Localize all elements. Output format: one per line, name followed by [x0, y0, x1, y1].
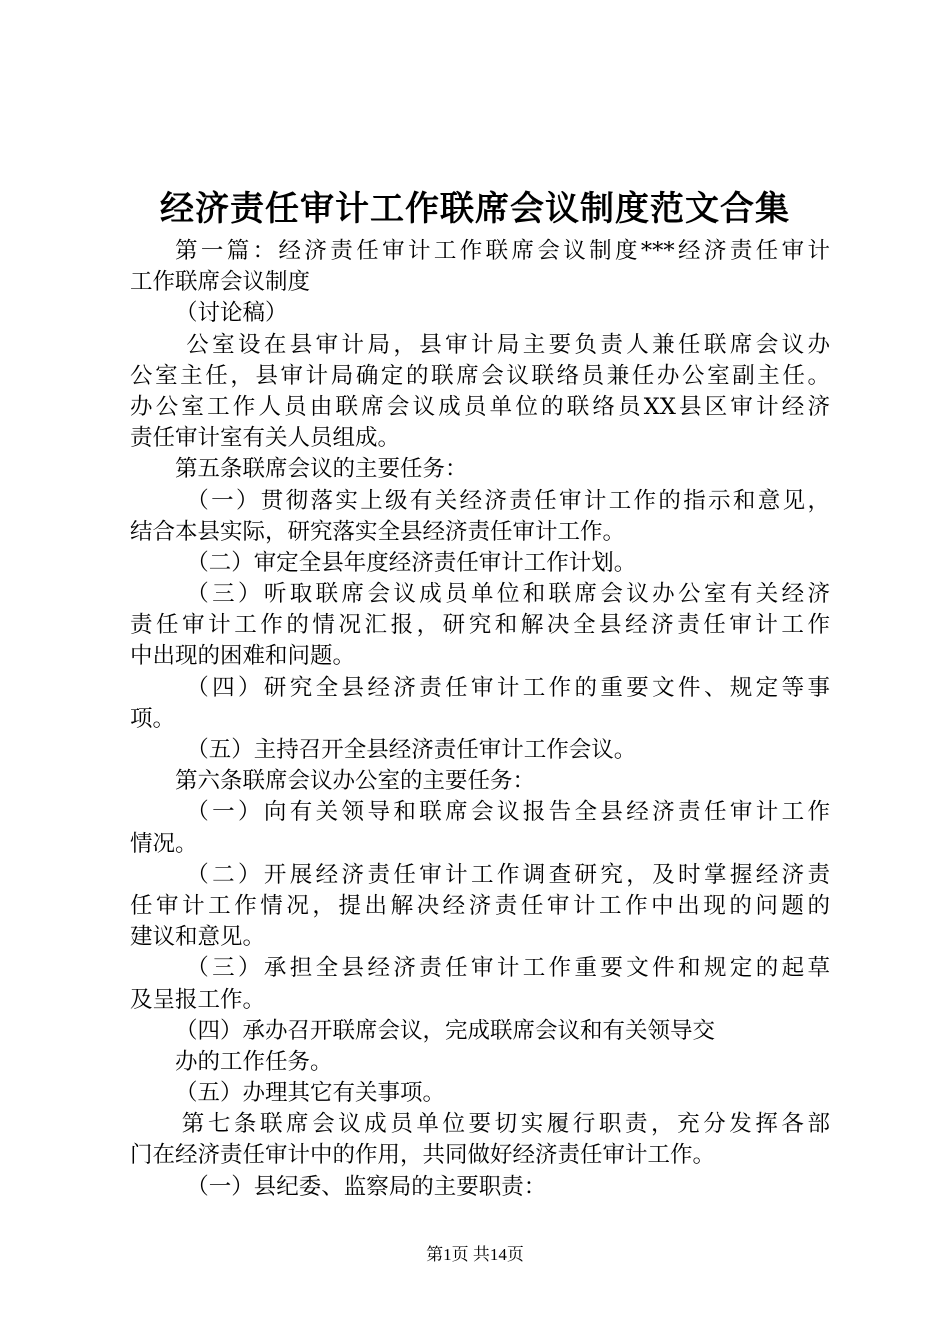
paragraph-line: （三）听取联席会议成员单位和联席会议办公室有关经济 [186, 581, 830, 608]
paragraph-line: 第一篇：经济责任审计工作联席会议制度***经济责任审计 [175, 238, 830, 264]
paragraph-line: 责任审计室有关人员组成。 [130, 425, 401, 452]
paragraph-line: 中出现的困难和问题。 [130, 643, 356, 670]
paragraph-line: （五）办理其它有关事项。 [175, 1080, 446, 1107]
paragraph-line: 及呈报工作。 [130, 986, 266, 1013]
paragraph-line: （二）审定全县年度经济责任审计工作计划。 [186, 549, 637, 576]
paragraph-line: 工作联席会议制度 [130, 269, 311, 296]
paragraph-line: （一）向有关领导和联席会议报告全县经济责任审计工作 [186, 799, 830, 826]
paragraph-line: （讨论稿） [175, 300, 288, 327]
paragraph-line: 公室设在县审计局，县审计局主要负责人兼任联席会议办 [186, 331, 830, 358]
document-body [130, 236, 830, 1203]
paragraph-line: 第六条联席会议办公室的主要任务： [175, 768, 536, 795]
page-footer: 第1页 共14页 [426, 1245, 524, 1264]
paragraph-line: 项。 [130, 705, 176, 732]
paragraph-line: （五）主持召开全县经济责任审计工作会议。 [186, 737, 637, 763]
paragraph-line: 门在经济责任审计中的作用，共同做好经济责任审计工作。 [130, 1142, 716, 1169]
paragraph-line: （三）承担全县经济责任审计工作重要文件和规定的起草 [186, 955, 830, 982]
paragraph-line: （一）贯彻落实上级有关经济责任审计工作的指示和意见， [186, 487, 830, 514]
paragraph-line: （四）承办召开联席会议，完成联席会议和有关领导交 [175, 1017, 716, 1044]
paragraph-line: （四）研究全县经济责任审计工作的重要文件、规定等事 [186, 674, 830, 701]
paragraph-line: 建议和意见。 [130, 924, 266, 951]
paragraph-line: 办的工作任务。 [175, 1048, 333, 1075]
paragraph-line: 结合本县实际，研究落实全县经济责任审计工作。 [130, 518, 626, 545]
paragraph-line: 第七条联席会议成员单位要切实履行职责，充分发挥各部 [181, 1111, 830, 1138]
paragraph-line: 公室主任，县审计局确定的联席会议联络员兼任办公室副主任。 [130, 362, 830, 389]
paragraph-line: （一）县纪委、监察局的主要职责： [186, 1173, 547, 1200]
paragraph-line: （二）开展经济责任审计工作调查研究，及时掌握经济责 [186, 861, 830, 888]
paragraph-line: 责任审计工作的情况汇报，研究和解决全县经济责任审计工作 [130, 612, 830, 639]
paragraph-line: 第五条联席会议的主要任务： [175, 456, 468, 483]
document-title: 经济责任审计工作联席会议制度范文合集 [160, 189, 790, 229]
paragraph-line: 办公室工作人员由联席会议成员单位的联络员XX县区审计经济 [130, 393, 830, 420]
paragraph-line: 任审计工作情况，提出解决经济责任审计工作中出现的问题的 [130, 892, 830, 919]
paragraph-line: 情况。 [130, 830, 198, 857]
